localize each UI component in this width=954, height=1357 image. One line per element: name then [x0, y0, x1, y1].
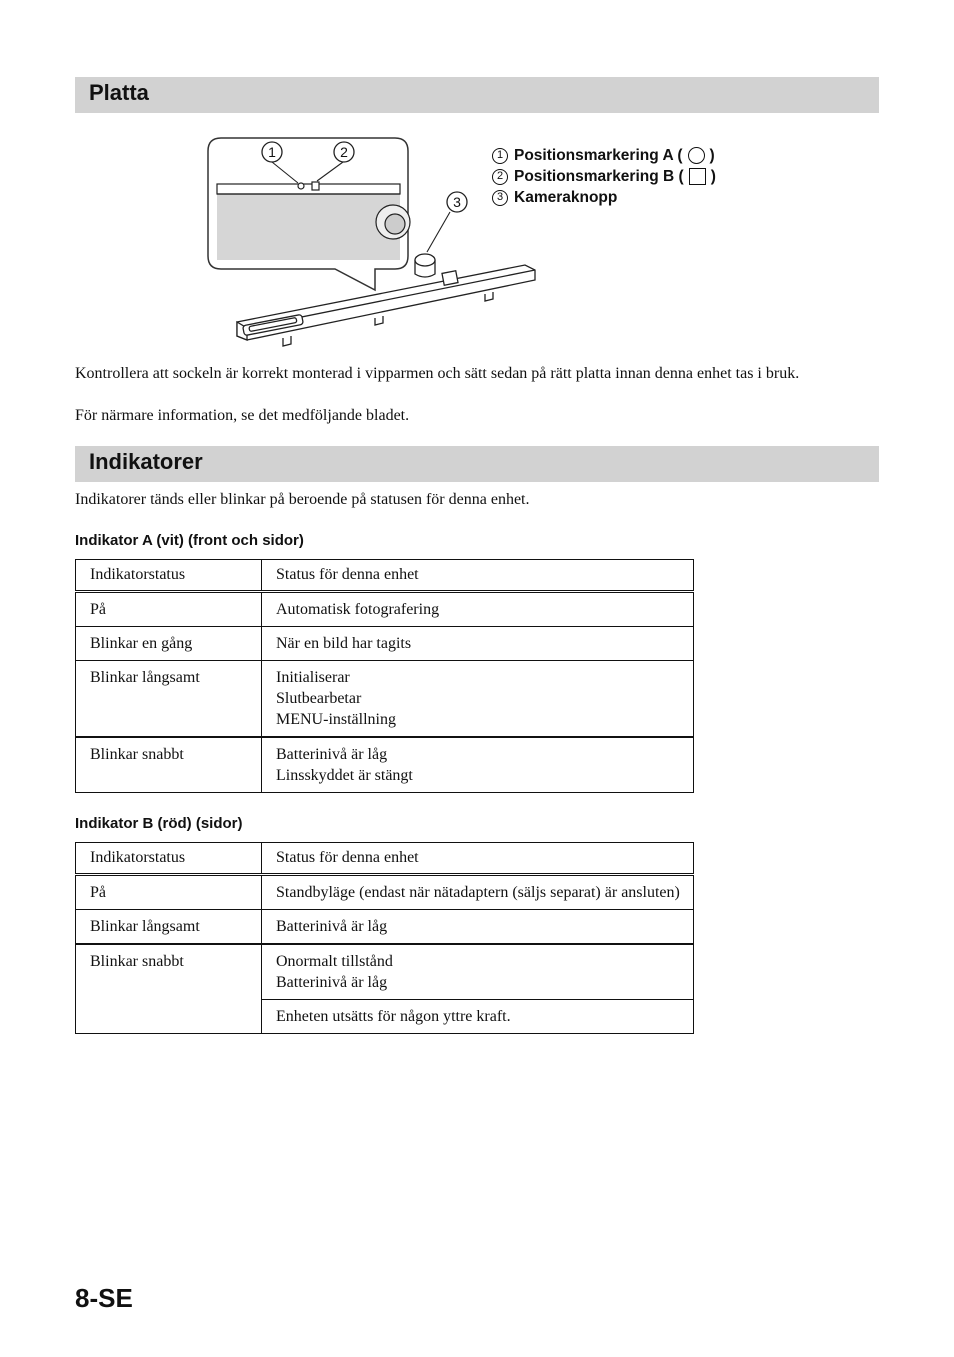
section-title-platta: Platta — [89, 80, 149, 105]
table-row — [76, 592, 694, 627]
legend-number-badge: 3 — [492, 190, 508, 206]
description-cell: Batterinivå är låg Linsskyddet är stängt — [262, 737, 694, 793]
table-row — [76, 910, 694, 945]
legend-item — [492, 187, 716, 208]
table-row — [76, 627, 694, 661]
description-cell: Automatisk fotografering — [262, 592, 694, 627]
platta-paragraph: Kontrollera att sockeln är korrekt monterad i vipparmen och sätt sedan på rätt platta innan denna enhet tas i bruk. — [75, 365, 800, 382]
legend-label: Kameraknopp — [514, 189, 618, 206]
status-cell: Blinkar snabbt — [76, 944, 262, 1034]
legend-item — [492, 145, 716, 166]
legend-item — [492, 166, 716, 187]
indikatorer-intro: Indikatorer tänds eller blinkar på beroende på statusen för denna enhet. — [75, 491, 530, 508]
indicator-a-table — [75, 559, 694, 793]
table-b-heading: Indikator B (röd) (sidor) — [75, 815, 243, 832]
camera-knob — [415, 254, 435, 277]
description-cell: Onormalt tillstånd Batterinivå är låg — [262, 944, 694, 1000]
status-cell: På — [76, 875, 262, 910]
description-cell: Initialiserar Slutbearbetar MENU-inställning — [262, 661, 694, 738]
legend-number-badge: 2 — [492, 169, 508, 185]
page-number: 8-SE — [75, 1283, 133, 1313]
column-header: Indikatorstatus — [76, 560, 262, 592]
description-cell: Enheten utsätts för någon yttre kraft. — [262, 1000, 694, 1034]
status-cell: På — [76, 592, 262, 627]
figure-legend — [492, 145, 716, 208]
table-row — [76, 737, 694, 793]
legend-close: ) — [710, 168, 716, 185]
column-header: Status för denna enhet — [262, 843, 694, 875]
section-title-indikatorer: Indikatorer — [89, 449, 203, 474]
description-cell: När en bild har tagits — [262, 627, 694, 661]
description-cell: Batterinivå är låg — [262, 910, 694, 945]
indicator-b-table — [75, 842, 694, 1034]
square-marker-icon — [689, 168, 706, 185]
zoom-detail — [217, 182, 410, 260]
table-header-row — [76, 843, 694, 875]
column-header: Indikatorstatus — [76, 843, 262, 875]
status-cell: Blinkar en gång — [76, 627, 262, 661]
table-a-heading: Indikator A (vit) (front och sidor) — [75, 532, 304, 549]
description-cell: Standbyläge (endast när nätadaptern (säljs separat) är ansluten) — [262, 875, 694, 910]
table-row — [76, 944, 694, 1000]
circle-marker-icon — [688, 147, 705, 164]
callout-3-label: 3 — [453, 194, 461, 210]
status-cell: Blinkar långsamt — [76, 910, 262, 945]
legend-label: Positionsmarkering A ( — [514, 147, 683, 164]
legend-close: ) — [709, 147, 715, 164]
platta-note: För närmare information, se det medföljande bladet. — [75, 407, 410, 424]
callout-1-label: 1 — [268, 144, 276, 160]
section-header-platta — [75, 77, 879, 113]
status-cell: Blinkar långsamt — [76, 661, 262, 738]
table-row — [76, 661, 694, 738]
table-header-row — [76, 560, 694, 592]
plate-body — [237, 265, 535, 346]
section-header-indikatorer — [75, 446, 879, 482]
callout-2-label: 2 — [340, 144, 348, 160]
table-row — [76, 875, 694, 910]
column-header: Status för denna enhet — [262, 560, 694, 592]
status-cell: Blinkar snabbt — [76, 737, 262, 793]
legend-label: Positionsmarkering B ( — [514, 168, 684, 185]
legend-number-badge: 1 — [492, 148, 508, 164]
